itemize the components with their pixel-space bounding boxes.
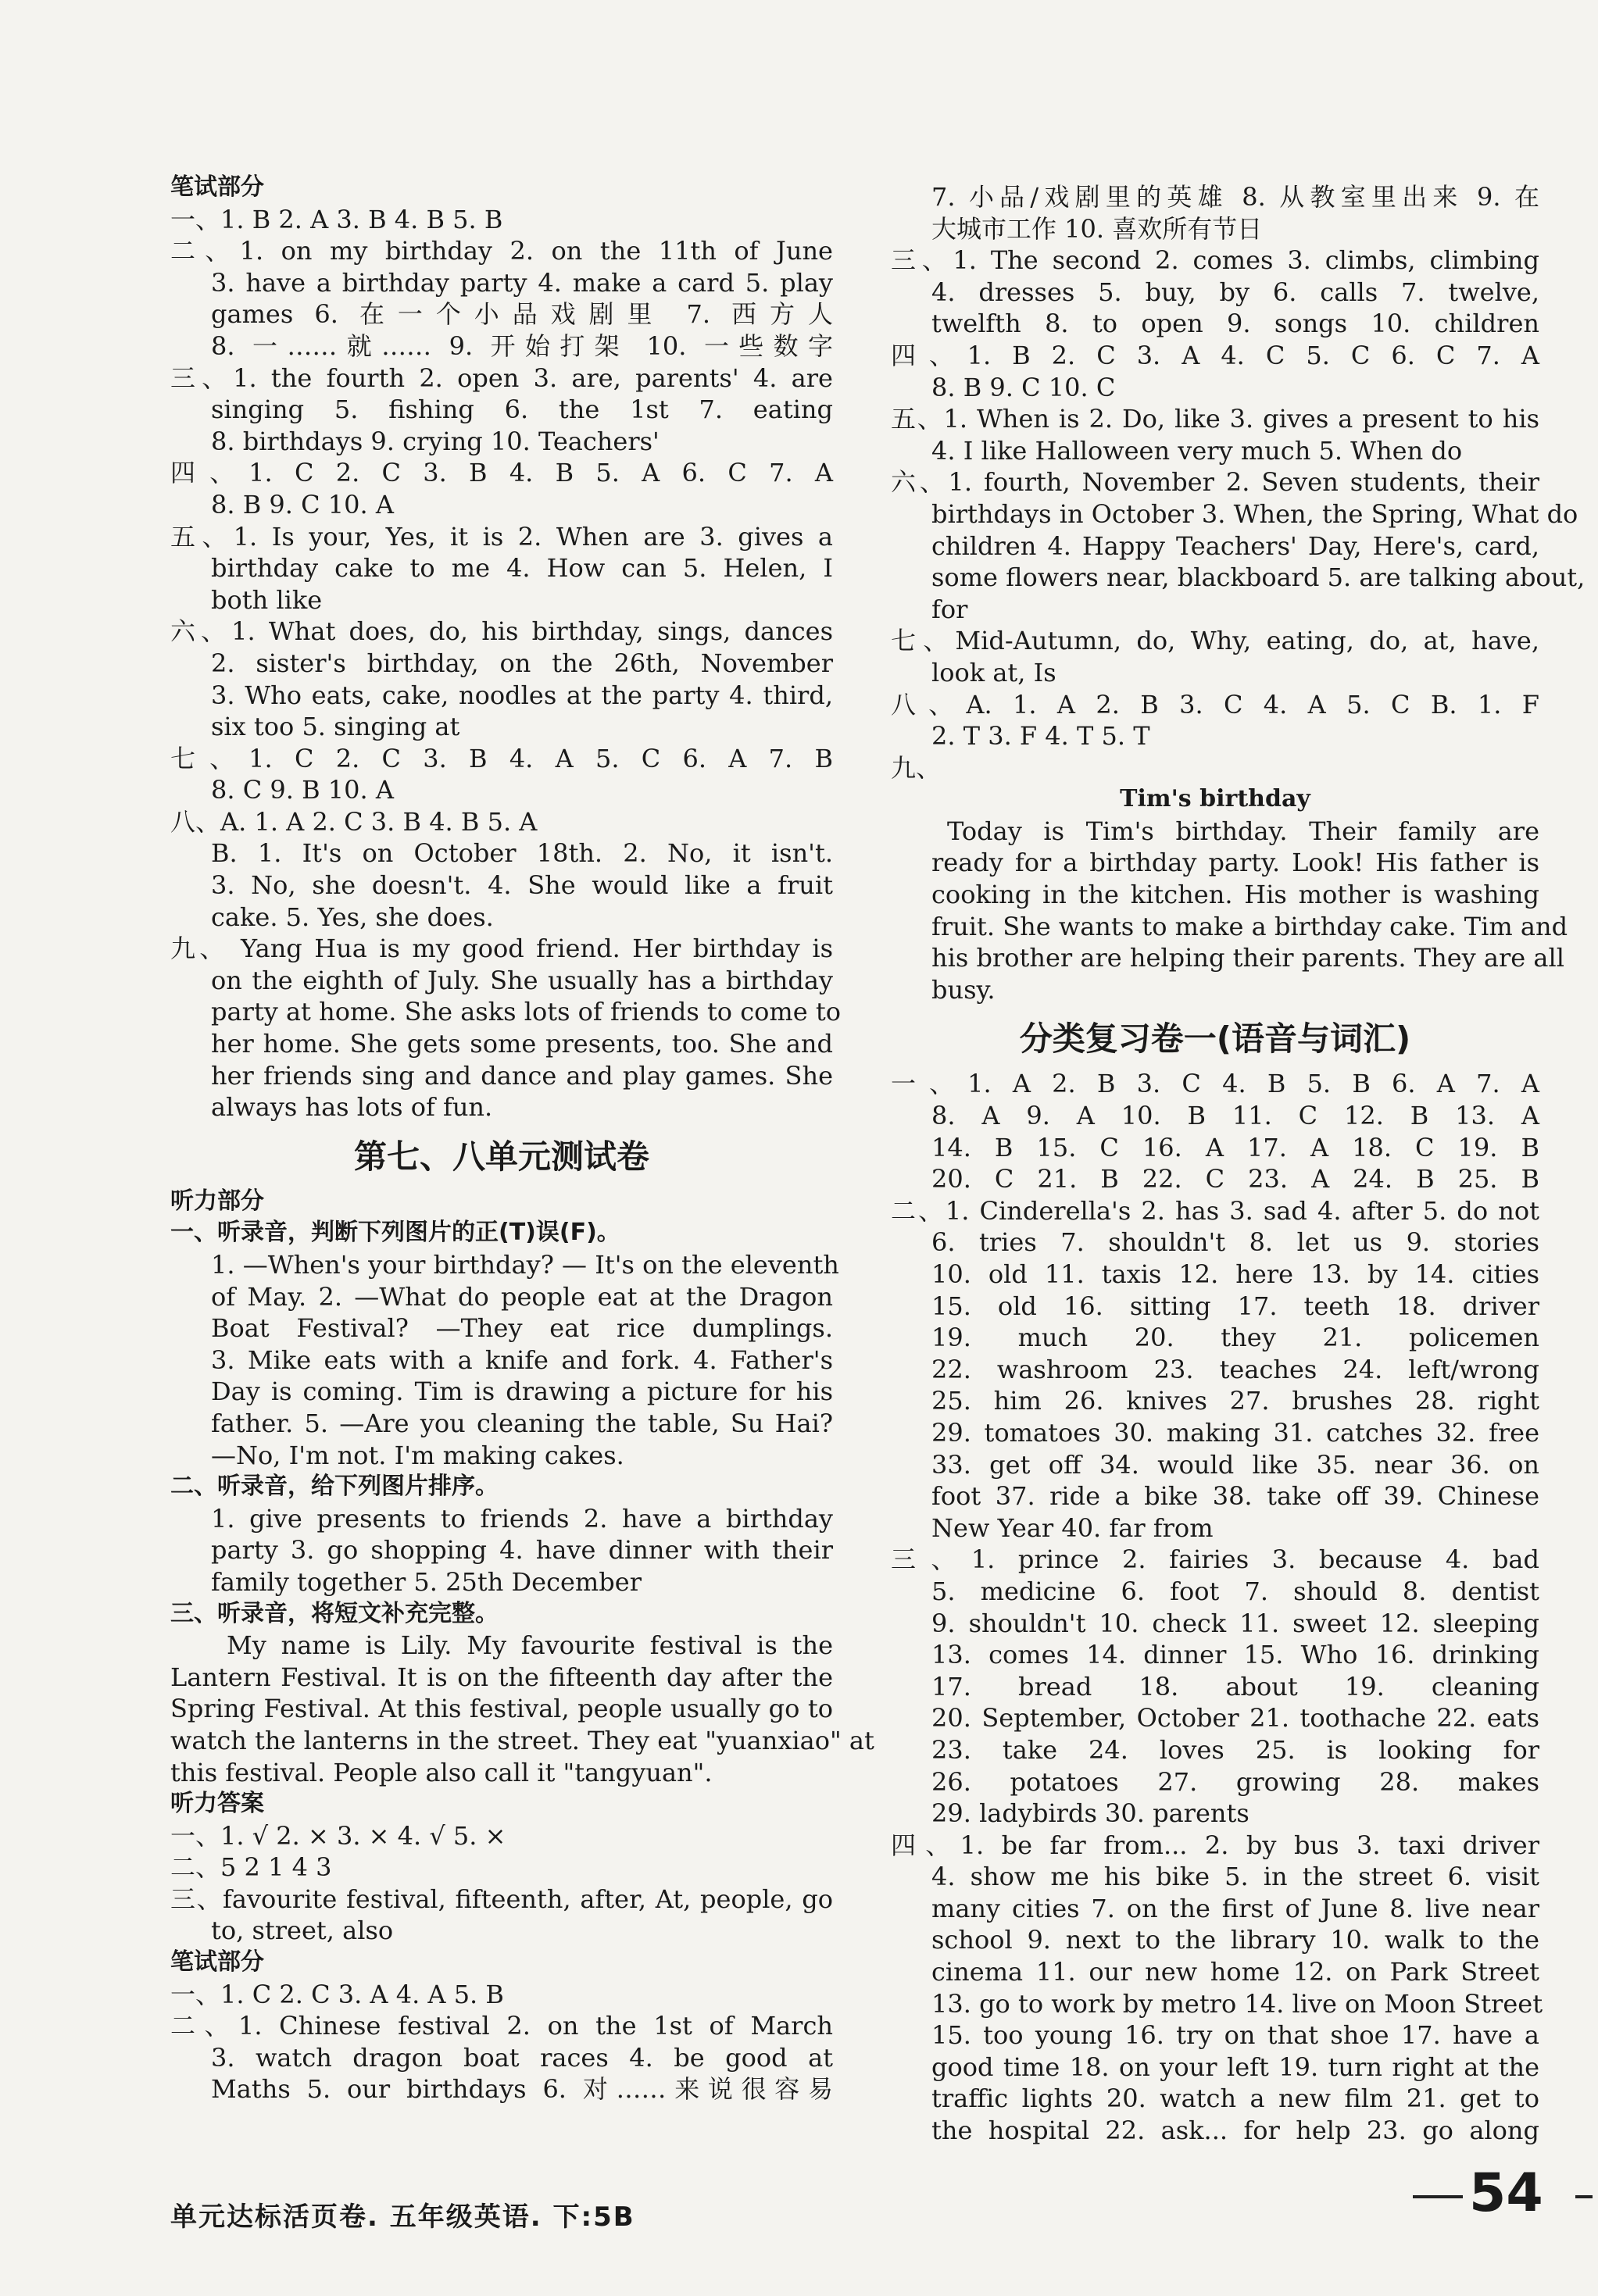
answer-line: traffic lights 20. watch a new film 21. get to: [931, 2084, 1539, 2114]
answer-line: her friends sing and dance and play games. She: [211, 1060, 833, 1091]
section-title: 第七、八单元测试卷: [353, 1137, 649, 1176]
answer-line: New Year 40. far from: [931, 1512, 1214, 1543]
answer-line: 二、5 2 1 4 3: [170, 1852, 332, 1883]
section-heading: 听力部分: [170, 1187, 264, 1215]
answer-line: some flowers near, blackboard 5. are talking about,: [931, 562, 1585, 593]
page-number: 54: [1469, 2162, 1543, 2224]
answer-line: singing 5. fishing 6. the 1st 7. eating: [211, 395, 833, 425]
section-title: Tim's birthday: [1120, 785, 1310, 813]
answer-line: school 9. next to the library 10. walk to the: [931, 1925, 1539, 1955]
answer-line: 8. birthdays 9. crying 10. Teachers': [211, 426, 660, 456]
answer-line: birthday cake to me 4. How can 5. Helen, I: [211, 553, 833, 584]
answer-line: 5. medicine 6. foot 7. should 8. dentist: [931, 1576, 1539, 1606]
answer-line: father. 5. —Are you cleaning the table, Su Hai?: [211, 1408, 833, 1438]
answer-line: 6. tries 7. shouldn't 8. let us 9. stories: [931, 1227, 1539, 1258]
answer-line: 五、1. Is your, Yes, it is 2. When are 3. gives a: [170, 521, 833, 552]
answer-line: 10. old 11. taxis 12. here 13. by 14. cities: [931, 1259, 1539, 1289]
answer-line: 六、1. fourth, November 2. Seven students, their: [891, 467, 1539, 498]
answer-line: 23. take 24. loves 25. is looking for: [931, 1734, 1539, 1765]
answer-line: 三、1. The second 2. comes 3. climbs, climbing: [891, 245, 1539, 276]
answer-line: twelfth 8. to open 9. songs 10. children: [931, 309, 1539, 339]
answer-line: 25. him 26. knives 27. brushes 28. right: [931, 1386, 1539, 1416]
answer-line: 2. sister's birthday, on the 26th, November: [211, 648, 833, 678]
answer-line: birthdays in October 3. When, the Spring, What do: [931, 498, 1578, 529]
answer-line: 20. September, October 21. toothache 22. eats: [931, 1703, 1539, 1734]
answer-line: Lantern Festival. It is on the fifteenth day after the: [170, 1662, 833, 1692]
answer-line: 15. too young 16. try on that shoe 17. have a: [931, 2020, 1539, 2051]
answer-line: B. 1. It's on October 18th. 2. No, it isn't.: [211, 838, 833, 869]
answer-line: 15. old 16. sitting 17. teeth 18. driver: [931, 1291, 1539, 1321]
answer-line: cake. 5. Yes, she does.: [211, 902, 494, 932]
answer-line: My name is Lily. My favourite festival is the: [227, 1630, 833, 1661]
answer-line: 29. tomatoes 30. making 31. catches 32. free: [931, 1417, 1539, 1448]
answer-line: 4. I like Halloween very much 5. When do: [931, 435, 1463, 466]
answer-line: 六、1. What does, do, his birthday, sings, dances: [170, 616, 833, 647]
answer-line: 8. A 9. A 10. B 11. C 12. B 13. A: [931, 1101, 1539, 1131]
answer-line: 8. 一……就…… 9. 开始打架 10. 一些数字: [211, 330, 833, 361]
answer-line: 19. much 20. they 21. policemen: [931, 1323, 1539, 1353]
answer-line: 九、: [891, 752, 942, 783]
answer-line: 3. Who eats, cake, noodles at the party 4. third,: [211, 680, 833, 710]
answer-line: 3. Mike eats with a knife and fork. 4. Father's: [211, 1344, 833, 1375]
answer-line: 4. show me his bike 5. in the street 6. visit: [931, 1862, 1539, 1892]
answer-line: 三、favourite festival, fifteenth, after, At, people, go: [170, 1884, 833, 1914]
book-title-footer: 单元达标活页卷. 五年级英语. 下:5B: [170, 2201, 635, 2233]
answer-line: 20. C 21. B 22. C 23. A 24. B 25. B: [931, 1164, 1539, 1194]
page-number-rule: [1413, 2195, 1463, 2198]
answer-line: cinema 11. our new home 12. on Park Street: [931, 1957, 1539, 1987]
section-heading: 二、听录音，给下列图片排序。: [170, 1473, 499, 1501]
answer-line: 五、1. When is 2. Do, like 3. gives a present to his: [891, 404, 1539, 434]
answer-line: children 4. Happy Teachers' Day, Here's, card,: [931, 530, 1539, 561]
answer-line: 14. B 15. C 16. A 17. A 18. C 19. B: [931, 1132, 1539, 1162]
section-heading: 一、听录音，判断下列图片的正(T)误(F)。: [170, 1219, 620, 1247]
answer-line: this festival. People also call it "tangyuan".: [170, 1757, 713, 1787]
answer-line: 九、 Yang Hua is my good friend. Her birthday is: [170, 934, 833, 964]
answer-line: both like: [211, 584, 323, 615]
answer-line: six too 5. singing at: [211, 712, 460, 742]
answer-line: 8. C 9. B 10. A: [211, 775, 394, 805]
answer-line: 2. T 3. F 4. T 5. T: [931, 721, 1150, 752]
answer-line: 二、1. Cinderella's 2. has 3. sad 4. after 5. do not: [891, 1195, 1539, 1226]
answer-line: 26. potatoes 27. growing 28. makes: [931, 1766, 1539, 1797]
answer-line: 4. dresses 5. buy, by 6. calls 7. twelve,: [931, 277, 1539, 307]
answer-line: 一、1. √ 2. × 3. × 4. √ 5. ×: [170, 1820, 506, 1851]
answer-line: 7. 小品/戏剧里的英雄 8. 从教室里出来 9. 在: [931, 182, 1539, 212]
answer-line: her home. She gets some presents, too. She and: [211, 1029, 833, 1059]
answer-line: to, street, also: [211, 1916, 394, 1946]
right-column: [891, 181, 1585, 2147]
answer-line: of May. 2. —What do people eat at the Dragon: [211, 1281, 833, 1312]
answer-line: 一、1. C 2. C 3. A 4. A 5. B: [170, 1979, 504, 2009]
answer-line: 七、1. C 2. C 3. B 4. A 5. C 6. A 7. B: [170, 743, 833, 773]
answer-line: 三、1. the fourth 2. open 3. are, parents' 4. are: [170, 362, 833, 393]
answer-line: —No, I'm not. I'm making cakes.: [211, 1440, 624, 1470]
answer-line: 三、1. prince 2. fairies 3. because 4. bad: [891, 1544, 1539, 1575]
answer-line: 17. bread 18. about 19. cleaning: [931, 1671, 1539, 1701]
section-heading: 笔试部分: [170, 173, 264, 201]
answer-line: 八、A. 1. A 2. C 3. B 4. B 5. A: [170, 806, 538, 837]
answer-line: 四、1. C 2. C 3. B 4. B 5. A 6. C 7. A: [170, 458, 833, 488]
answer-line: 大城市工作 10. 喜欢所有节日: [931, 213, 1263, 244]
answer-line: Maths 5. our birthdays 6. 对……来说很容易: [211, 2074, 833, 2105]
page-number-rule-right: [1575, 2195, 1593, 2198]
answer-line: 二、1. on my birthday 2. on the 11th of June: [170, 236, 833, 266]
answer-line: look at, Is: [931, 657, 1056, 687]
answer-line: 3. have a birthday party 4. make a card 5. play: [211, 267, 833, 298]
answer-line: family together 5. 25th December: [211, 1566, 642, 1597]
answer-line: 13. comes 14. dinner 15. Who 16. drinking: [931, 1640, 1539, 1670]
answer-line: 四、1. B 2. C 3. A 4. C 5. C 6. C 7. A: [891, 340, 1539, 370]
answer-line: Boat Festival? —They eat rice dumplings.: [211, 1313, 833, 1344]
answer-line: busy.: [931, 974, 996, 1005]
answer-line: fruit. She wants to make a birthday cake. Tim and: [931, 911, 1568, 941]
answer-line: the hospital 22. ask... for help 23. go along: [931, 2116, 1539, 2146]
answer-line: Today is Tim's birthday. Their family are: [947, 816, 1539, 846]
answer-line: 3. No, she doesn't. 4. She would like a fruit: [211, 870, 833, 901]
answer-line: his brother are helping their parents. They are all: [931, 943, 1564, 973]
answer-line: always has lots of fun.: [211, 1092, 493, 1123]
answer-line: ready for a birthday party. Look! His father is: [931, 848, 1539, 878]
answer-line: 8. B 9. C 10. A: [211, 489, 394, 520]
answer-line: 9. shouldn't 10. check 11. sweet 12. sleeping: [931, 1608, 1539, 1638]
answer-line: 八、A. 1. A 2. B 3. C 4. A 5. C B. 1. F: [891, 689, 1539, 720]
answer-line: 1. give presents to friends 2. have a birthday: [211, 1503, 833, 1534]
answer-line: 1. —When's your birthday? — It's on the eleventh: [211, 1250, 839, 1280]
answer-line: 33. get off 34. would like 35. near 36. on: [931, 1449, 1539, 1480]
answer-line: on the eighth of July. She usually has a birthday: [211, 965, 833, 995]
answer-line: games 6. 在一个小品戏剧里 7. 西方人: [211, 299, 833, 330]
answer-line: 七、Mid-Autumn, do, Why, eating, do, at, have,: [891, 626, 1539, 656]
answer-line: party 3. go shopping 4. have dinner with their: [211, 1535, 833, 1566]
answer-line: 29. ladybirds 30. parents: [931, 1798, 1249, 1829]
answer-line: foot 37. ride a bike 38. take off 39. Chinese: [931, 1481, 1539, 1512]
answer-line: 3. watch dragon boat races 4. be good at: [211, 2042, 833, 2073]
answer-line: 13. go to work by metro 14. live on Moon Street: [931, 1988, 1543, 2019]
answer-line: for: [931, 594, 968, 624]
section-heading: 三、听录音，将短文补充完整。: [170, 1599, 499, 1627]
answer-line: 四、1. be far from... 2. by bus 3. taxi driver: [891, 1830, 1539, 1860]
answer-line: party at home. She asks lots of friends to come to: [211, 997, 841, 1027]
answer-line: cooking in the kitchen. His mother is washing: [931, 880, 1539, 910]
answer-line: 8. B 9. C 10. C: [931, 372, 1116, 402]
answer-line: 一、1. B 2. A 3. B 4. B 5. B: [170, 204, 503, 234]
answer-line: watch the lanterns in the street. They eat "yuanxiao" at: [170, 1725, 874, 1755]
answer-line: Spring Festival. At this festival, people usually go to: [170, 1694, 833, 1724]
answer-line: many cities 7. on the first of June 8. live near: [931, 1893, 1539, 1923]
answer-line: good time 18. on your left 19. turn right at the: [931, 2051, 1539, 2082]
left-column: [170, 172, 874, 2105]
answer-line: 22. washroom 23. teaches 24. left/wrong: [931, 1354, 1539, 1384]
section-heading: 听力答案: [170, 1790, 264, 1818]
answer-line: Day is coming. Tim is drawing a picture for his: [211, 1377, 833, 1407]
answer-line: 二、1. Chinese festival 2. on the 1st of March: [170, 2011, 833, 2041]
section-title: 分类复习卷一(语音与词汇): [1019, 1019, 1411, 1059]
section-heading: 笔试部分: [170, 1948, 264, 1976]
answer-line: 一、1. A 2. B 3. C 4. B 5. B 6. A 7. A: [891, 1069, 1539, 1099]
